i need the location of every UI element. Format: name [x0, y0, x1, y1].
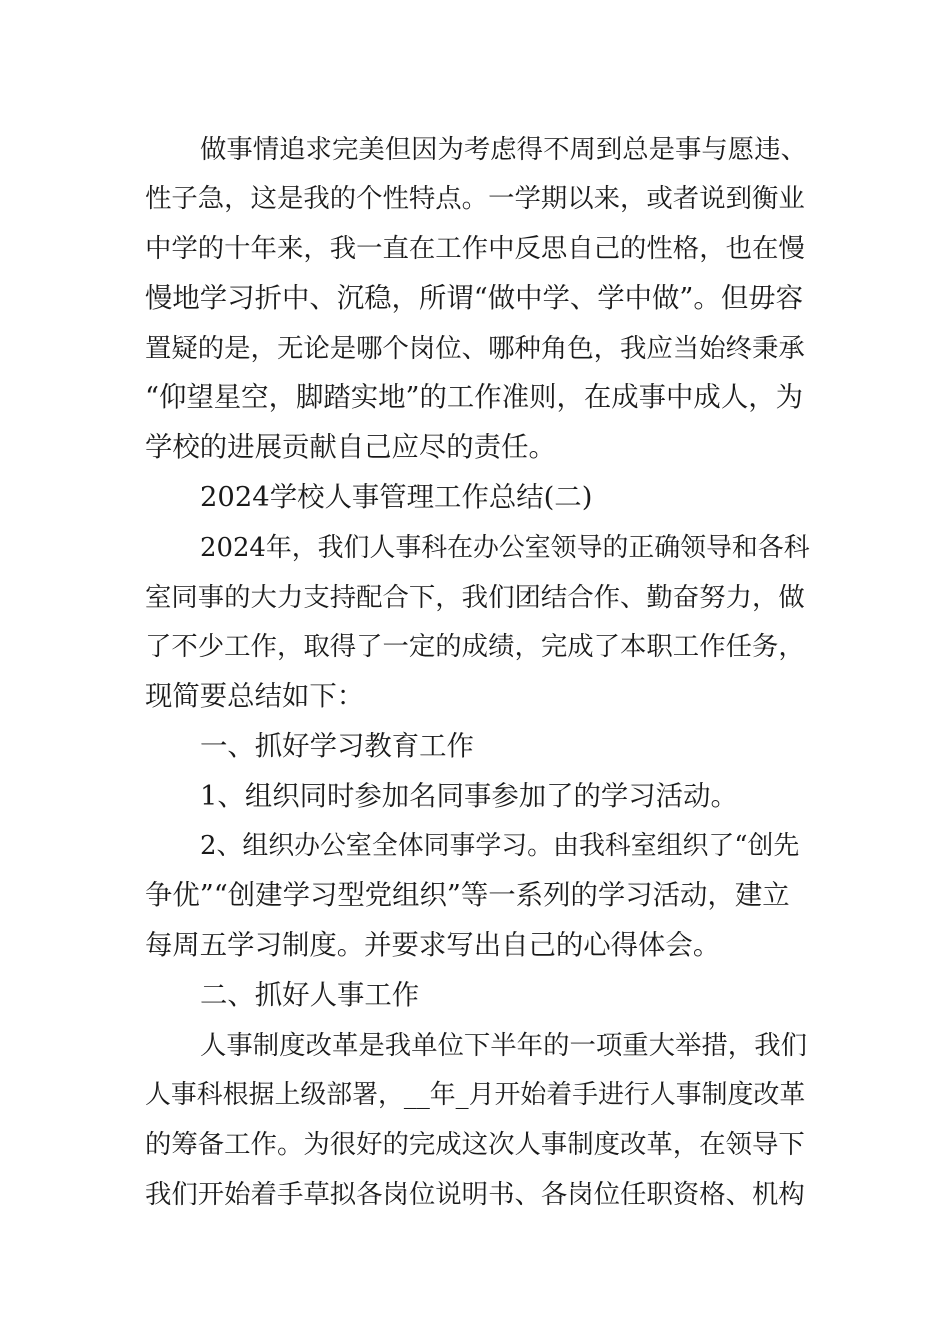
- text-line: 现简要总结如下：: [145, 681, 365, 712]
- text-line: 室同事的大力支持配合下，我们团结合作、勤奋努力，做: [145, 582, 805, 613]
- list-item: 1、组织同时参加名同事参加了的学习活动。: [200, 781, 738, 812]
- text-line: “仰望星空，脚踏实地”的工作准则，在成事中成人，为: [145, 382, 803, 413]
- text-line: 置疑的是，无论是哪个岗位、哪种角色，我应当始终秉承: [145, 333, 805, 364]
- list-item: 2、组织办公室全体同事学习。由我科室组织了“创先: [200, 831, 800, 861]
- text-line: 我们开始着手草拟各岗位说明书、各岗位任职资格、机构: [145, 1179, 805, 1210]
- text-line: 的筹备工作。为很好的完成这次人事制度改革，在领导下: [145, 1129, 805, 1160]
- text-line: 做事情追求完美但因为考虑得不周到总是事与愿违、: [200, 134, 807, 165]
- section-heading: 一、抓好学习教育工作: [200, 731, 474, 762]
- text-line: 性子急，这是我的个性特点。一学期以来，或者说到衡业: [145, 183, 805, 214]
- text-line: 争优”“创建学习型党组织”等一系列的学习活动，建立: [145, 880, 790, 911]
- text-line: 人事制度改革是我单位下半年的一项重大举措，我们: [200, 1030, 807, 1061]
- section-title: 2024学校人事管理工作总结(二): [200, 482, 593, 513]
- text-line: 中学的十年来，我一直在工作中反思自己的性格，也在慢: [145, 233, 805, 264]
- text-line: 2024年，我们人事科在办公室领导的正确领导和各科: [200, 533, 810, 563]
- text-line: 每周五学习制度。并要求写出自己的心得体会。: [145, 930, 721, 961]
- text-line: 学校的进展贡献自己应尽的责任。: [145, 432, 556, 463]
- text-line: 了不少工作，取得了一定的成绩，完成了本职工作任务，: [145, 631, 805, 662]
- text-line: 慢地学习折中、沉稳，所谓“做中学、学中做”。但毋容: [145, 283, 803, 314]
- section-heading: 二、抓好人事工作: [200, 980, 420, 1011]
- text-line: 人事科根据上级部署，__年_月开始着手进行人事制度改革: [145, 1080, 806, 1110]
